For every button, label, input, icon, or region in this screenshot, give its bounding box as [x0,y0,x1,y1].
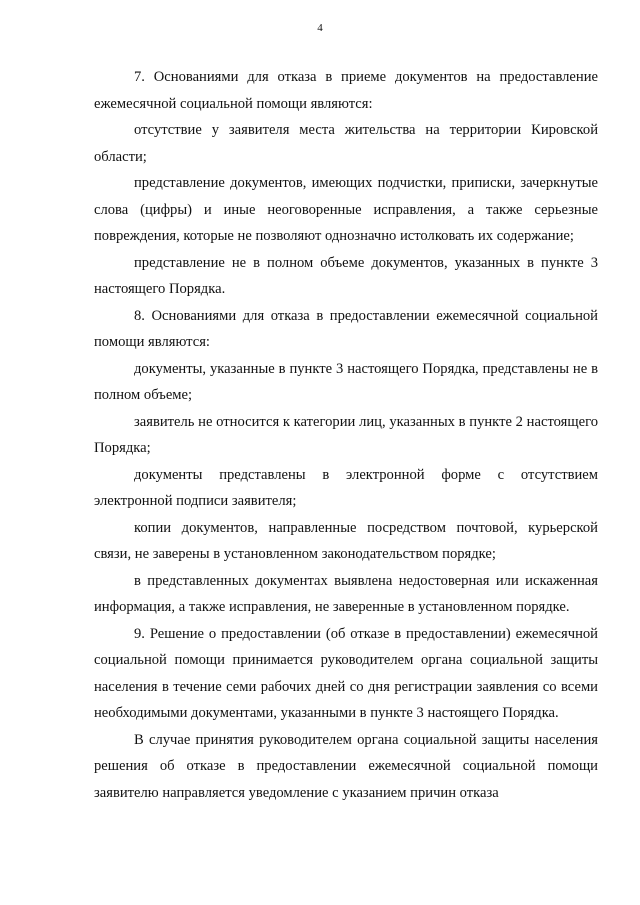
paragraph-7-item-1: отсутствие у заявителя места жительства на территории Кировской области; [94,122,598,165]
page-number: 4 [317,22,323,34]
paragraph-8-item-1: документы, указанные в пункте 3 настоящего Порядка, представлены не в полном объеме; [94,360,598,403]
paragraph-8-item-5: в представленных документах выявлена недостоверная или искаженная информация, а также исправления, не заверенные в установленном порядке. [94,572,598,615]
paragraph-7-item-3: представление не в полном объеме документов, указанных в пункте 3 настоящего Порядка. [94,254,598,297]
paragraph-8-item-3: документы представлены в электронной форме с отсутствием электронной подписи заявителя; [94,466,598,509]
paragraph-7-item-2: представление документов, имеющих подчистки, приписки, зачеркнутые слова (цифры) и иные неоговоренные исправления, а также серьезные повреждения, которые не позволяют однозначно истолковать их содержание; [94,175,598,244]
paragraph-9: 9. Решение о предоставлении (об отказе в предоставлении) ежемесячной социальной помощи принимается руководителем органа социальной защиты населения в течение семи рабочих дней со дня регистрации заявления со всеми необходимыми документами, указанными в пункте 3 настоящего Порядка. [94,625,598,721]
paragraph-7: 7. Основаниями для отказа в приеме документов на предоставление ежемесячной социальной помощи являются: [94,69,598,112]
document-body [94,64,598,806]
paragraph-8-item-2: заявитель не относится к категории лиц, указанных в пункте 2 настоящего Порядка; [94,413,598,456]
paragraph-9-continuation: В случае принятия руководителем органа социальной защиты населения решения об отказе в предоставлении ежемесячной социальной помощи заявителю направляется уведомление с указанием причин отказа [94,731,598,801]
paragraph-8: 8. Основаниями для отказа в предоставлении ежемесячной социальной помощи являются: [94,307,598,350]
paragraph-8-item-4: копии документов, направленные посредством почтовой, курьерской связи, не заверены в установленном законодательством порядке; [94,519,598,562]
